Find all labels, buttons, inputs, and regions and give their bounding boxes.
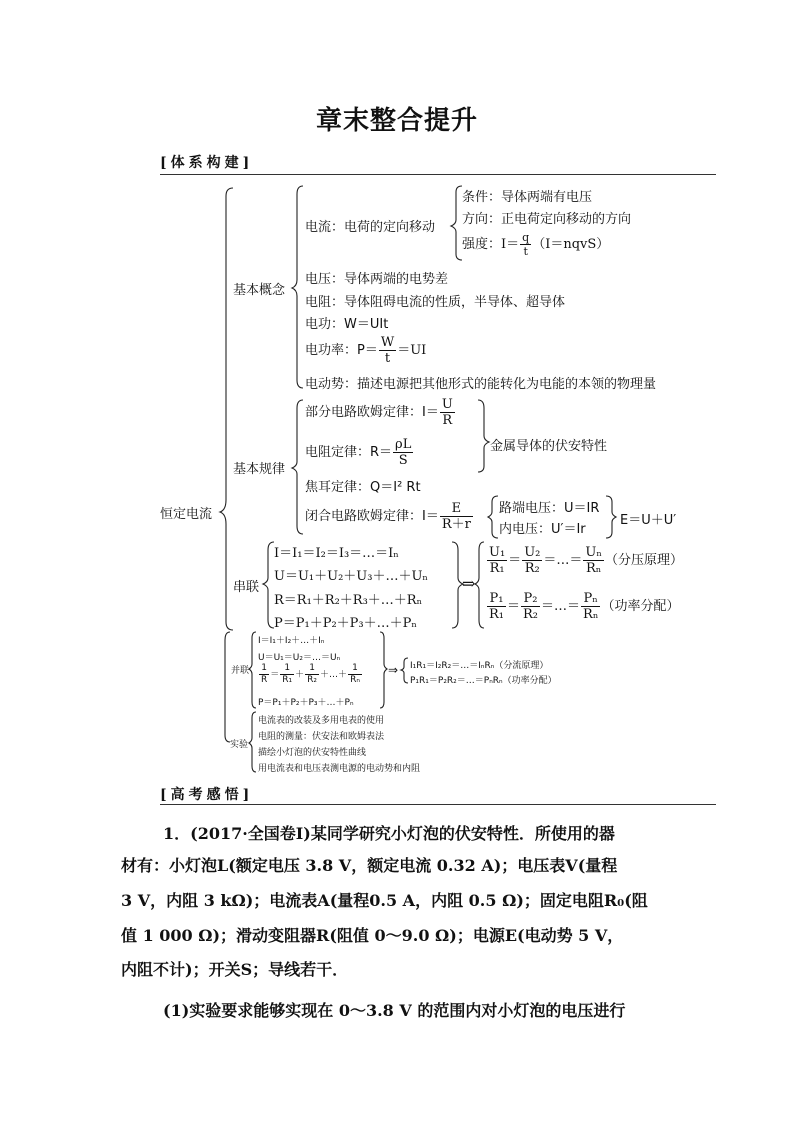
terminal-voltage: 路端电压：U＝IR bbox=[499, 501, 600, 516]
metal-iv: 金属导体的伏安特性 bbox=[490, 439, 608, 454]
page-title: 章末整合提升 bbox=[315, 106, 478, 136]
parallel-label: 并联 bbox=[231, 666, 250, 676]
pr-eq: ＝ bbox=[270, 670, 280, 680]
parallel-current-split: I₁R₁＝I₂R₂＝…＝IₙRₙ（分流原理） bbox=[410, 661, 549, 671]
series-voltage: U＝U₁＋U₂＋U₃＋…＋Uₙ bbox=[274, 569, 429, 584]
question-line: 内阻不计)；开关S；导线若干． bbox=[121, 960, 349, 979]
series-power: P＝P₁＋P₂＋P₃＋…＋Pₙ bbox=[274, 616, 417, 631]
power-pre: 电功率：P＝ bbox=[305, 343, 378, 358]
res-pre: 电阻定律：R＝ bbox=[305, 445, 393, 460]
emf-sum: E＝U＋U′ bbox=[620, 513, 677, 528]
ratio-pr2: R₂ bbox=[523, 607, 539, 622]
pr-rn: Rₙ bbox=[350, 675, 360, 685]
emf-def: 电动势：描述电源把其他形式的能转化为电能的本领的物理量 bbox=[305, 377, 657, 392]
ratio-r2: R₂ bbox=[524, 561, 540, 576]
question-line: 3 V，内阻 3 kΩ)；电流表A(量程0.5 A，内阻 0.5 Ω)；固定电阻R₀(阻 bbox=[121, 891, 648, 910]
strength-tail: （I＝nqvS） bbox=[532, 237, 610, 252]
resistance-law bbox=[305, 438, 414, 467]
pr-r: R bbox=[261, 675, 268, 685]
pr-r2: R₂ bbox=[307, 675, 318, 685]
strength-label: 强度： bbox=[462, 237, 502, 252]
parallel-voltage: U＝U₁＝U₂＝…＝Uₙ bbox=[258, 653, 341, 663]
closed-circuit-law bbox=[305, 502, 474, 531]
ratio-u1: U₁ bbox=[489, 545, 506, 560]
ratio-un: Uₙ bbox=[585, 545, 602, 560]
parallel-resistance bbox=[258, 664, 363, 685]
pr-one1: 1 bbox=[280, 664, 294, 675]
power-def bbox=[305, 336, 426, 365]
current-strength bbox=[462, 232, 609, 257]
joule-law: 焦耳定律：Q＝I² Rt bbox=[305, 480, 421, 495]
question-line: 材有：小灯泡L(额定电压 3.8 V，额定电流 0.32 A)；电压表V(量程 bbox=[121, 856, 618, 875]
series-voltage-ratio: $\frac{\text{U₁}}{\text{R₁}}$ ＝ $\frac{\text{U₂}}{\text{R₂}}$ ＝…＝ $\frac{\text{Uₙ}}{\text{Rₙ}}$ （分压原理） bbox=[489, 545, 683, 576]
series-resistance: R＝R₁＋R₂＋R₃＋…＋Rₙ bbox=[274, 593, 423, 608]
res-num: ρL bbox=[395, 437, 412, 452]
ratio-mid2: ＝…＝ bbox=[541, 599, 581, 614]
pr-one: 1 bbox=[259, 664, 269, 675]
question-line: 值 1 000 Ω)；滑动变阻器R(阻值 0～9.0 Ω)；电源E(电动势 5 V， bbox=[121, 926, 624, 945]
pr-plus: ＋ bbox=[295, 670, 305, 680]
pr-dots: ＋…＋ bbox=[320, 670, 348, 680]
pr-onen: 1 bbox=[348, 664, 362, 675]
current-direction: 方向：正电荷定向移动的方向 bbox=[462, 212, 632, 227]
experiment-item: 用电流表和电压表测电源的电动势和内阻 bbox=[258, 764, 421, 774]
question-line: 1．(2017·全国卷Ⅰ)某同学研究小灯泡的伏安特性．所使用的器 bbox=[163, 824, 615, 843]
power-tail: ＝UI bbox=[397, 343, 427, 358]
closed-den: R＋r bbox=[441, 517, 471, 532]
closed-num: E bbox=[440, 502, 473, 517]
series-current: I＝I₁＝I₂＝I₃＝…＝Iₙ bbox=[274, 546, 399, 561]
section-heading-exam: [高考感悟] bbox=[160, 787, 254, 803]
experiment-item: 电阻的测量：伏安法和欧姆表法 bbox=[258, 732, 385, 742]
ohm-law bbox=[305, 398, 456, 427]
res-den: S bbox=[398, 453, 408, 468]
concepts-label: 基本概念 bbox=[233, 283, 286, 298]
work-def: 电功：W＝UIt bbox=[305, 317, 389, 332]
pr-r1: R₁ bbox=[282, 675, 293, 685]
series-power-ratio: $\frac{\text{P₁}}{\text{R₁}}$ ＝ $\frac{\text{P₂}}{\text{R₂}}$ ＝…＝ $\frac{\text{Pₙ}}{\text{Rₙ}}$ （功率分配） bbox=[489, 591, 680, 622]
laws-label: 基本规律 bbox=[233, 462, 286, 477]
internal-voltage: 内电压：U′＝Ir bbox=[499, 522, 586, 537]
experiments-label: 实验 bbox=[230, 740, 249, 750]
ratio-prn: Rₙ bbox=[583, 607, 599, 622]
series-label: 串联 bbox=[233, 580, 260, 595]
parallel-power: P＝P₁＋P₂＋P₃＋…＋Pₙ bbox=[258, 698, 354, 708]
ohm-pre: 部分电路欧姆定律：I＝ bbox=[305, 405, 439, 420]
current-label: 电流：电荷的定向移动 bbox=[305, 220, 436, 235]
strength-den: t bbox=[523, 245, 528, 258]
series-arrow: ⇒ bbox=[462, 574, 476, 593]
experiment-item: 电流表的改装及多用电表的使用 bbox=[258, 716, 385, 726]
section-heading-system: [体系构建] bbox=[160, 155, 254, 171]
resistance-def: 电阻：导体阻碍电流的性质，半导体、超导体 bbox=[305, 295, 566, 310]
strength-num: q bbox=[522, 231, 530, 244]
section-rule bbox=[160, 804, 716, 805]
pr-one2: 1 bbox=[305, 664, 319, 675]
strength-eq: I＝ bbox=[501, 237, 520, 252]
power-den: t bbox=[384, 351, 391, 366]
ratio-u2: U₂ bbox=[524, 545, 541, 560]
ratio-pn: Pₙ bbox=[581, 592, 600, 607]
ratio-pr1: R₁ bbox=[489, 607, 504, 622]
power-distribution-note: （功率分配） bbox=[601, 599, 680, 614]
ratio-r1: R₁ bbox=[489, 561, 505, 576]
ratio-p2: P₂ bbox=[521, 592, 540, 607]
voltage-def: 电压：导体两端的电势差 bbox=[305, 272, 449, 287]
ratio-mid: ＝…＝ bbox=[543, 553, 583, 568]
ohm-num: U bbox=[441, 397, 453, 412]
ratio-rn: Rₙ bbox=[585, 561, 602, 576]
ohm-den: R bbox=[442, 413, 453, 428]
question-line: (1)实验要求能够实现在 0～3.8 V 的范围内对小灯泡的电压进行 bbox=[163, 1001, 626, 1020]
root-label: 恒定电流 bbox=[160, 507, 213, 522]
parallel-current: I＝I₁＋I₂＋…＋Iₙ bbox=[258, 636, 325, 646]
parallel-power-split: P₁R₁＝P₂R₂＝…＝PₙRₙ（功率分配） bbox=[410, 676, 557, 686]
current-condition: 条件：导体两端有电压 bbox=[462, 190, 593, 205]
closed-pre: 闭合电路欧姆定律：I＝ bbox=[305, 509, 439, 524]
voltage-divider-note: （分压原理） bbox=[604, 553, 683, 568]
ratio-p1: P₁ bbox=[487, 592, 506, 607]
experiment-item: 描绘小灯泡的伏安特性曲线 bbox=[258, 748, 367, 758]
parallel-arrow: ⇒ bbox=[388, 663, 399, 677]
power-num: W bbox=[380, 335, 395, 350]
